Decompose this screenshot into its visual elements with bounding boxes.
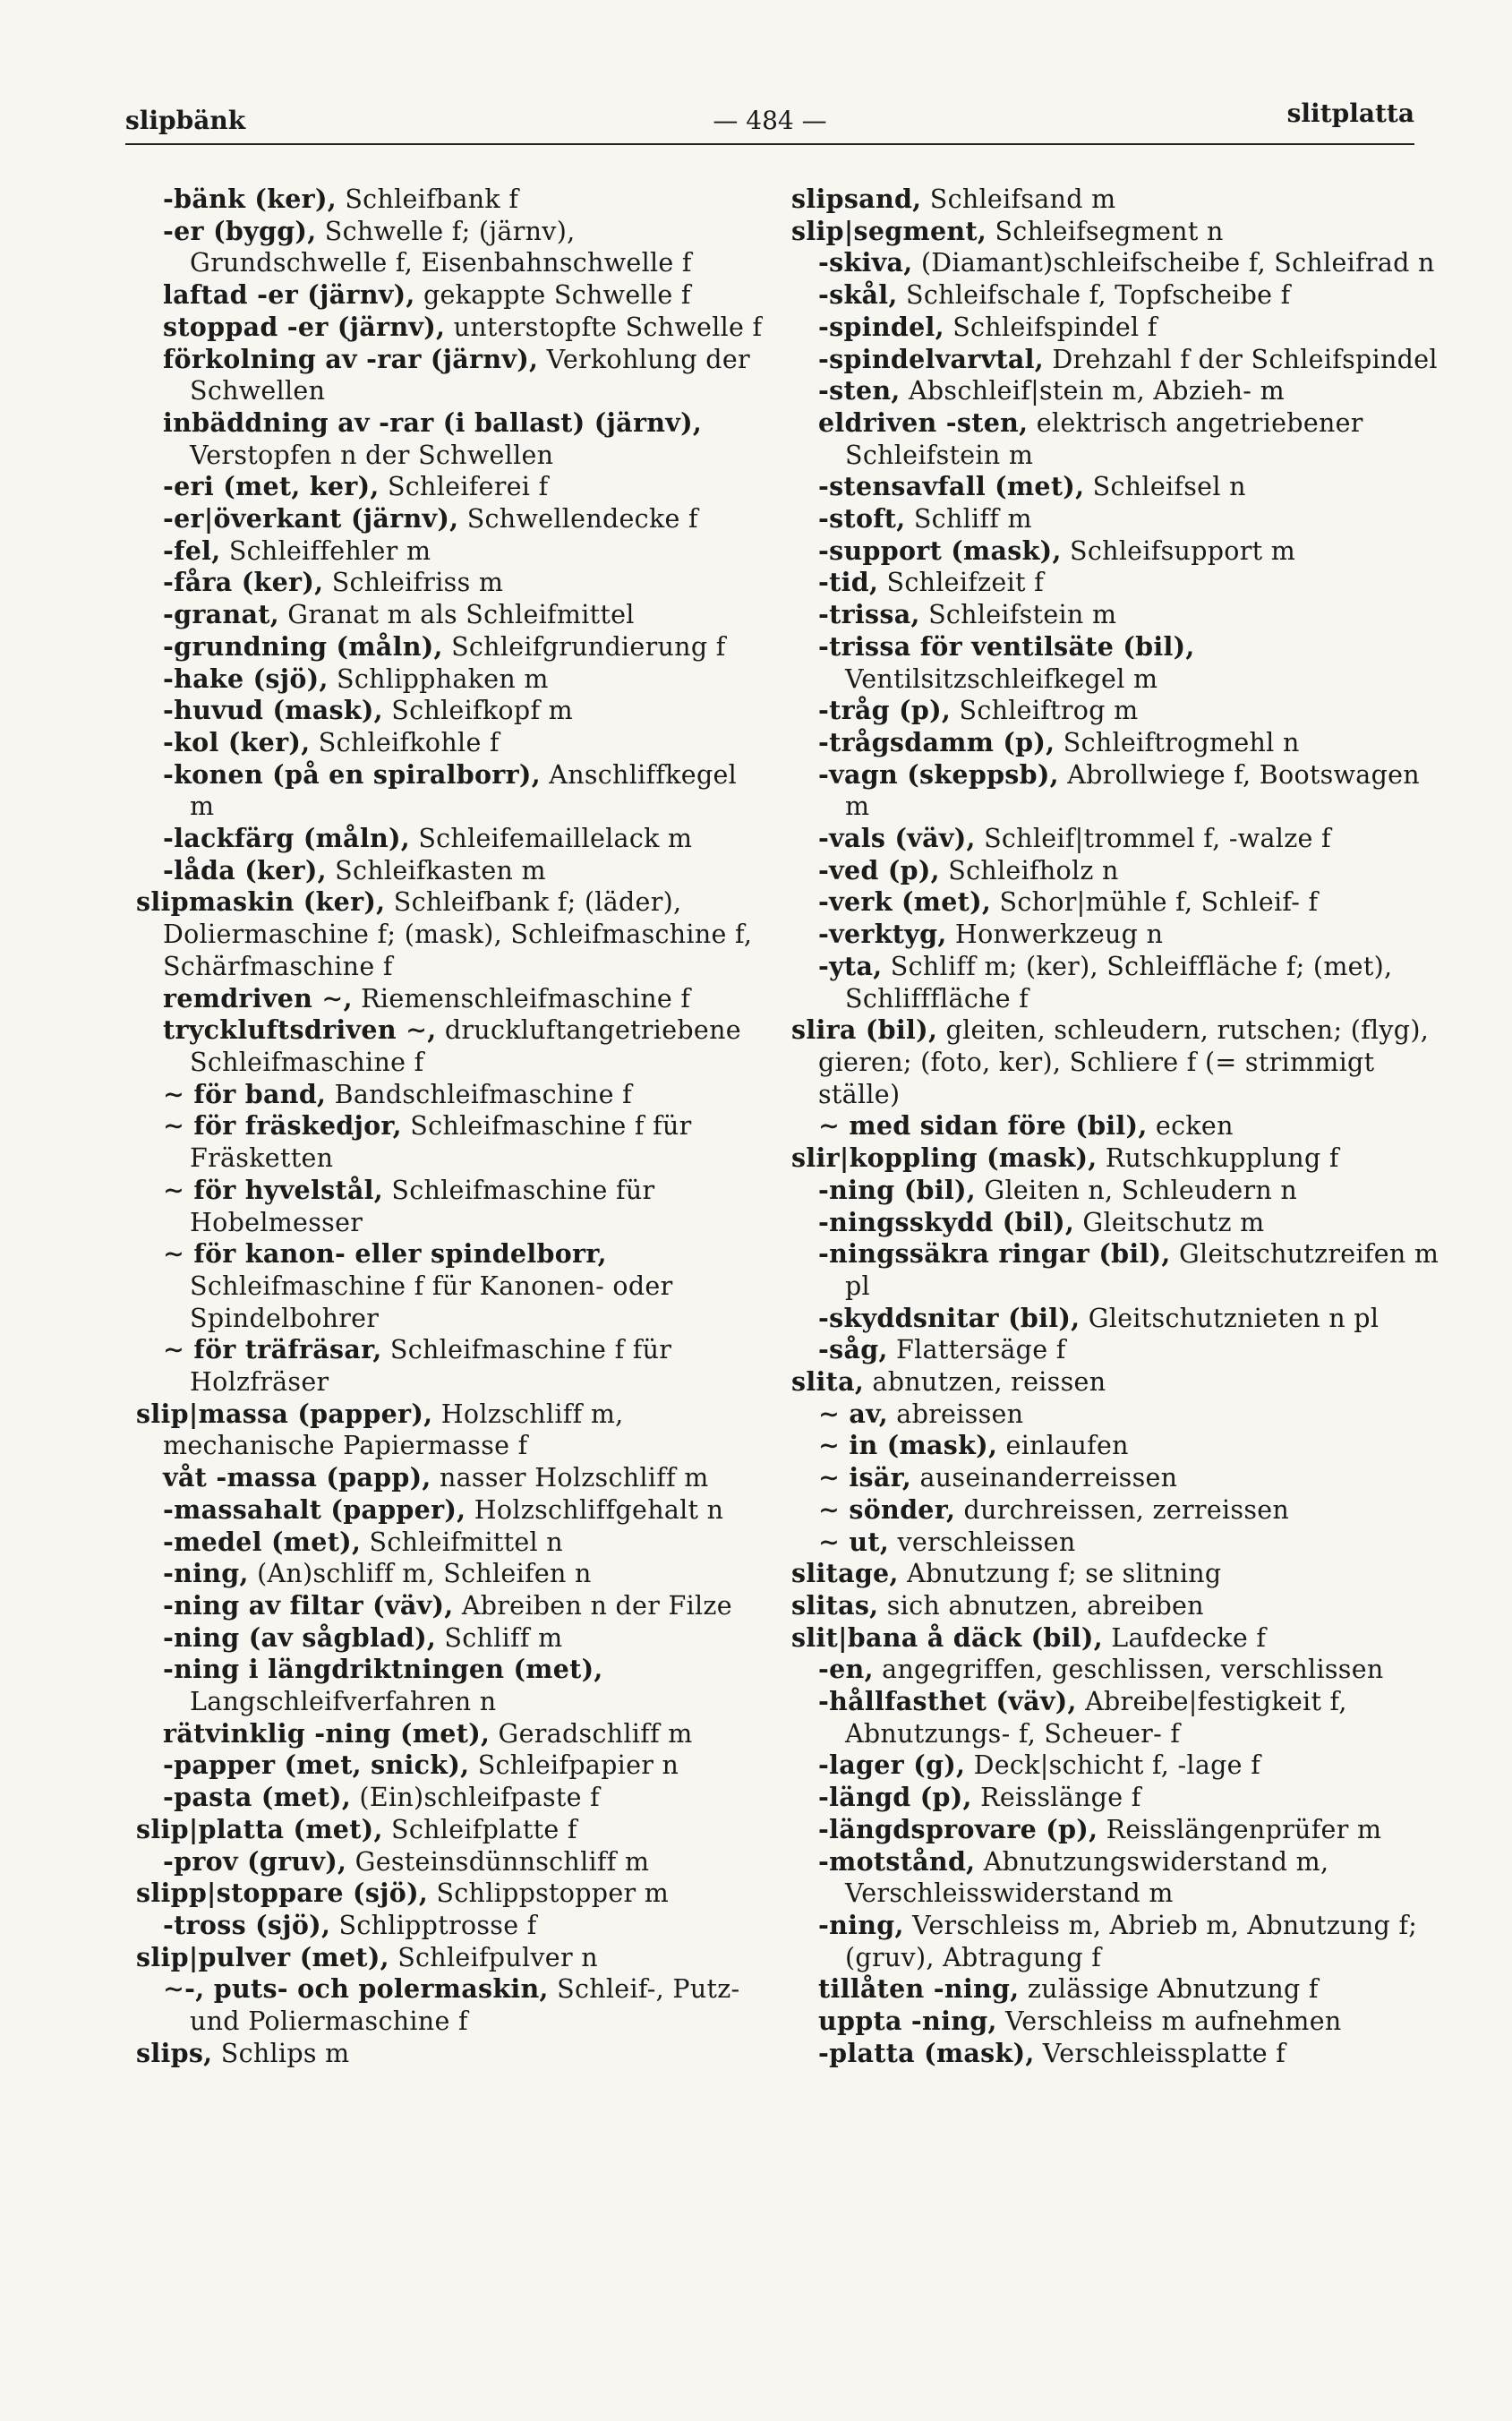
entry-translation: Schliff m; (ker), Schleiffläche f; (met), Schlifffläche f bbox=[845, 951, 1393, 1014]
dictionary-entry bbox=[818, 951, 1440, 1014]
entry-translation: Anschliffkegel m bbox=[190, 759, 738, 822]
entry-headword: -ning i längdriktningen (met), bbox=[163, 1654, 603, 1685]
dictionary-entry bbox=[163, 1846, 763, 1878]
entry-translation: Schleiferei f bbox=[379, 472, 549, 502]
entry-translation: Verstopfen n der Schwellen bbox=[190, 440, 554, 470]
entry-translation: Abnutzung f; se slitning bbox=[898, 1559, 1222, 1589]
dictionary-entry bbox=[163, 1175, 763, 1238]
dictionary-entry bbox=[818, 855, 1440, 887]
dictionary-entry bbox=[163, 663, 763, 696]
entry-translation: Schleiftrogmehl n bbox=[1055, 727, 1300, 757]
dictionary-entry bbox=[818, 2006, 1440, 2038]
entry-translation: (Diamant)schleifscheibe f, Schleifrad n bbox=[912, 248, 1435, 278]
entry-headword: slira (bil), bbox=[791, 1014, 938, 1046]
dictionary-entry bbox=[818, 1814, 1440, 1846]
entry-translation: Langschleifverfahren n bbox=[190, 1687, 497, 1717]
entry-translation: Schleiftrog m bbox=[951, 696, 1139, 726]
dictionary-entry bbox=[818, 312, 1440, 344]
dictionary-entry bbox=[163, 407, 763, 471]
entry-translation: durchreissen, zerreissen bbox=[955, 1494, 1290, 1525]
entry-headword: ∼ sönder, bbox=[818, 1493, 956, 1525]
dictionary-entry bbox=[163, 1494, 763, 1527]
dictionary-entry bbox=[163, 1527, 763, 1559]
entry-translation: Schleifsegment n bbox=[987, 216, 1224, 246]
dictionary-entry bbox=[791, 1366, 1440, 1399]
dictionary-entry bbox=[818, 919, 1440, 951]
dictionary-entry bbox=[818, 1686, 1440, 1749]
entry-headword: slitage, bbox=[791, 1558, 899, 1589]
entry-headword: ∼ för träfräsar, bbox=[163, 1334, 382, 1365]
entry-headword: -spindel, bbox=[818, 311, 944, 342]
dictionary-entry bbox=[818, 599, 1440, 631]
dictionary-entry bbox=[163, 631, 763, 663]
entry-headword: -bänk (ker), bbox=[163, 184, 337, 214]
entry-headword: slips, bbox=[136, 2037, 213, 2068]
entry-headword: -fel, bbox=[163, 535, 221, 566]
entry-translation: Abreibe|festigkeit f, Abnutzungs- f, Scheuer- f bbox=[845, 1687, 1347, 1749]
entry-headword: slipsand, bbox=[791, 184, 922, 214]
dictionary-entry bbox=[818, 567, 1440, 599]
entry-headword: -er (bygg), bbox=[163, 215, 317, 246]
entry-headword: ∼ isär, bbox=[818, 1462, 912, 1493]
entry-headword: -skyddsnitar (bil), bbox=[818, 1302, 1081, 1333]
dictionary-entry bbox=[163, 855, 763, 887]
entry-translation: Flattersäge f bbox=[887, 1335, 1066, 1365]
entry-translation: verschleissen bbox=[889, 1527, 1076, 1557]
dictionary-entry bbox=[163, 535, 763, 568]
entry-translation: Schleifstein m bbox=[919, 600, 1117, 630]
entry-headword: -ning (av sågblad), bbox=[163, 1621, 437, 1653]
dictionary-entry bbox=[818, 1910, 1440, 1973]
entry-translation: Holzschliffgehalt n bbox=[466, 1494, 724, 1525]
entry-headword: slipmaskin (ker), bbox=[136, 886, 386, 918]
dictionary-entry bbox=[163, 1622, 763, 1655]
entry-translation: Laufdecke f bbox=[1102, 1622, 1267, 1653]
entry-translation: Schleifgrundierung f bbox=[442, 631, 726, 662]
dictionary-entry bbox=[818, 631, 1440, 695]
entry-translation: Schleifmittel n bbox=[361, 1527, 563, 1557]
dictionary-entry bbox=[818, 1175, 1440, 1207]
entry-translation: Gleitschutzreifen m pl bbox=[845, 1239, 1439, 1301]
dictionary-entry bbox=[791, 1590, 1440, 1622]
entry-translation: Schleifkopf m bbox=[382, 696, 573, 726]
entry-translation: Abreiben n der Filze bbox=[453, 1590, 732, 1621]
entry-translation: abnutzen, reissen bbox=[864, 1367, 1106, 1398]
entry-translation: Schleifsand m bbox=[921, 184, 1116, 214]
entry-headword: -support (mask), bbox=[818, 535, 1062, 566]
dictionary-entry bbox=[163, 1558, 763, 1590]
entry-headword: remdriven ∼, bbox=[163, 982, 353, 1014]
entry-translation: Schleifkohle f bbox=[310, 727, 500, 757]
entry-headword: -massahalt (papper), bbox=[163, 1493, 466, 1525]
entry-translation: zulässige Abnutzung f bbox=[1019, 1974, 1319, 2005]
entry-headword: -platta (mask), bbox=[818, 2037, 1035, 2068]
dictionary-entry bbox=[818, 535, 1440, 568]
dictionary-entry bbox=[791, 1558, 1440, 1590]
entry-headword: -längdsprovare (p), bbox=[818, 1813, 1098, 1844]
entry-translation: Schlipptrosse f bbox=[330, 1910, 537, 1940]
entry-headword: -er|överkant (järnv), bbox=[163, 503, 459, 535]
entry-headword: -längd (p), bbox=[818, 1782, 972, 1813]
dictionary-entry bbox=[818, 759, 1440, 823]
dictionary-entry bbox=[163, 727, 763, 759]
entry-translation: (An)schliff m, Schleifen n bbox=[248, 1559, 592, 1589]
header-left-guideword: slipbänk bbox=[125, 106, 246, 135]
entry-translation: Holzschliff m, mechanische Papiermasse f bbox=[163, 1399, 624, 1461]
entry-headword: ∼ av, bbox=[818, 1398, 888, 1429]
dictionary-entry bbox=[818, 1430, 1440, 1462]
dictionary-entry bbox=[163, 471, 763, 503]
entry-headword: stoppad -er (järnv), bbox=[163, 311, 446, 342]
dictionary-entry bbox=[136, 1399, 763, 1462]
entry-translation: Deck|schicht f, -lage f bbox=[965, 1750, 1261, 1781]
entry-headword: -tråg (p), bbox=[818, 695, 952, 726]
dictionary-entry bbox=[791, 184, 1440, 216]
dictionary-entry bbox=[818, 1399, 1440, 1431]
entry-translation: Gleitschutznieten n pl bbox=[1080, 1303, 1380, 1333]
entry-headword: slip|segment, bbox=[791, 215, 987, 246]
entry-headword: -ningssäkra ringar (bil), bbox=[818, 1238, 1171, 1270]
entry-translation: Schlipphaken m bbox=[328, 663, 549, 694]
dictionary-entry bbox=[163, 1590, 763, 1622]
dictionary-entry bbox=[818, 1238, 1440, 1302]
entry-headword: -ningsskydd (bil), bbox=[818, 1206, 1075, 1237]
entry-translation: Gleiten n, Schleudern n bbox=[976, 1175, 1298, 1205]
entry-translation: Granat m als Schleifmittel bbox=[278, 600, 635, 630]
entry-headword: slipp|stoppare (sjö), bbox=[136, 1878, 429, 1909]
dictionary-entry bbox=[818, 471, 1440, 503]
entry-headword: ∼ för hyvelstål, bbox=[163, 1174, 384, 1205]
entry-translation: Schleifmaschine f für Holzfräser bbox=[190, 1335, 672, 1398]
entry-headword: -trissa för ventilsäte (bil), bbox=[818, 630, 1195, 662]
entry-translation: angegriffen, geschlissen, verschlissen bbox=[873, 1655, 1384, 1685]
entry-translation: Schleifschale f, Topfscheibe f bbox=[897, 280, 1291, 311]
dictionary-entry bbox=[818, 1973, 1440, 2006]
entry-translation: Abrollwiege f, Bootswagen m bbox=[845, 759, 1420, 822]
entry-headword: -granat, bbox=[163, 599, 279, 630]
entry-translation: Schleif|trommel f, -walze f bbox=[975, 824, 1331, 854]
entry-headword: -hållfasthet (väv), bbox=[818, 1686, 1077, 1717]
entry-translation: Schleiffehler m bbox=[220, 535, 431, 566]
dictionary-entry bbox=[791, 216, 1440, 248]
dictionary-entry bbox=[818, 1334, 1440, 1366]
entry-headword: -kol (ker), bbox=[163, 726, 311, 757]
entry-headword: -fåra (ker), bbox=[163, 567, 324, 598]
entry-headword: -ning, bbox=[818, 1909, 904, 1940]
entry-translation: Verschleiss m aufnehmen bbox=[996, 2006, 1342, 2037]
entry-translation: Schleifholz n bbox=[939, 855, 1119, 885]
dictionary-entry bbox=[818, 2038, 1440, 2070]
entry-translation: Schleifmaschine f für Fräsketten bbox=[190, 1111, 692, 1174]
dictionary-entry bbox=[818, 503, 1440, 535]
dictionary-entry bbox=[163, 1014, 763, 1078]
entry-translation: Schleifemaillelack m bbox=[409, 824, 693, 854]
dictionary-entry bbox=[163, 1749, 763, 1782]
page-header bbox=[125, 97, 1414, 145]
entry-headword: våt -massa (papp), bbox=[163, 1462, 431, 1493]
dictionary-entry bbox=[818, 407, 1440, 471]
entry-translation: ecken bbox=[1147, 1111, 1234, 1142]
entry-translation: Schwellendecke f bbox=[458, 504, 698, 535]
entry-headword: -verk (met), bbox=[818, 886, 992, 918]
entry-translation: auseinanderreissen bbox=[911, 1463, 1178, 1493]
right-column bbox=[791, 184, 1440, 2386]
entry-translation: Ventilsitzschleifkegel m bbox=[845, 663, 1158, 694]
entry-headword: -papper (met, snick), bbox=[163, 1749, 470, 1781]
dictionary-entry bbox=[163, 1079, 763, 1111]
entry-translation: Schleifbank f bbox=[337, 184, 519, 214]
dictionary-entry bbox=[136, 1942, 763, 1974]
entry-translation: gleiten, schleudern, rutschen; (flyg), gieren; (foto, ker), Schliere f (= strimmigt ställe) bbox=[818, 1015, 1430, 1109]
entry-translation: Drehzahl f der Schleifspindel bbox=[1044, 344, 1438, 374]
entry-translation: Schlippstopper m bbox=[428, 1878, 670, 1909]
entry-headword: -skål, bbox=[818, 279, 898, 311]
entry-translation: Schleifspindel f bbox=[944, 312, 1157, 342]
entry-headword: -grundning (måln), bbox=[163, 630, 443, 662]
dictionary-entry bbox=[136, 2038, 763, 2070]
entry-translation: Schleifmaschine f für Kanonen- oder Spindelbohrer bbox=[190, 1270, 673, 1333]
left-column bbox=[136, 184, 763, 2386]
entry-translation: Schlips m bbox=[212, 2038, 350, 2068]
dictionary-entry bbox=[163, 216, 763, 279]
entry-headword: -tid, bbox=[818, 567, 879, 598]
page-number: — 484 — bbox=[713, 106, 827, 135]
entry-translation: abreissen bbox=[887, 1399, 1024, 1429]
entry-translation: Abnutzungswiderstand m, Verschleisswiderstand m bbox=[845, 1846, 1329, 1909]
entry-headword: -huvud (mask), bbox=[163, 695, 383, 726]
entry-translation: Schleifriss m bbox=[323, 568, 504, 598]
dictionary-entry bbox=[791, 1014, 1440, 1110]
entry-translation: Riemenschleifmaschine f bbox=[352, 983, 691, 1014]
dictionary-entry bbox=[818, 1110, 1440, 1142]
entry-headword: ∼ in (mask), bbox=[818, 1430, 998, 1461]
entry-headword: -lager (g), bbox=[818, 1749, 966, 1781]
entry-headword: -en, bbox=[818, 1654, 874, 1685]
entry-headword: tryckluftsdriven ∼, bbox=[163, 1014, 437, 1046]
entry-headword: -eri (met, ker), bbox=[163, 471, 380, 502]
entry-headword: -konen (på en spiralborr), bbox=[163, 758, 541, 790]
dictionary-entry bbox=[818, 1749, 1440, 1782]
dictionary-entry bbox=[818, 1846, 1440, 1910]
dictionary-entry bbox=[818, 1207, 1440, 1239]
entry-headword: ∼ för band, bbox=[163, 1078, 327, 1109]
entry-translation: nasser Holzschliff m bbox=[431, 1463, 709, 1493]
entry-headword: inbäddning av -rar (i ballast) (järnv), bbox=[163, 406, 703, 438]
entry-headword: -medel (met), bbox=[163, 1526, 362, 1557]
entry-translation: Schleifkasten m bbox=[326, 855, 546, 885]
entry-headword: slita, bbox=[791, 1366, 865, 1398]
entry-headword: -sten, bbox=[818, 375, 901, 406]
entry-translation: Schleifpapier n bbox=[469, 1750, 679, 1781]
dictionary-entry bbox=[818, 823, 1440, 855]
dictionary-entry bbox=[163, 567, 763, 599]
entry-translation: Abschleif|stein m, Abzieh- m bbox=[900, 376, 1285, 406]
dictionary-entry bbox=[163, 1462, 763, 1494]
entry-headword: slitas, bbox=[791, 1589, 879, 1621]
entry-translation: Schleifplatte f bbox=[382, 1814, 577, 1844]
dictionary-entry bbox=[136, 886, 763, 982]
entry-headword: slip|pulver (met), bbox=[136, 1941, 389, 1972]
entry-translation: Schor|mühle f, Schleif- f bbox=[991, 887, 1319, 918]
entry-headword: slir|koppling (mask), bbox=[791, 1142, 1098, 1174]
entry-translation: einlaufen bbox=[997, 1431, 1129, 1461]
entry-headword: -yta, bbox=[818, 950, 883, 981]
entry-headword: -trissa, bbox=[818, 599, 920, 630]
dictionary-entry bbox=[818, 1494, 1440, 1527]
entry-translation: elektrisch angetriebener Schleifstein m bbox=[845, 407, 1363, 470]
dictionary-entry bbox=[818, 695, 1440, 727]
entry-headword: slip|platta (met), bbox=[136, 1813, 383, 1844]
entry-translation: Schleifmaschine für Hobelmesser bbox=[190, 1175, 655, 1237]
dictionary-entry bbox=[818, 727, 1440, 759]
entry-headword: -ved (p), bbox=[818, 854, 940, 885]
entry-headword: -tross (sjö), bbox=[163, 1909, 331, 1940]
entry-translation: Verschleiss m, Abrieb m, Abnutzung f; (gruv), Abtragung f bbox=[845, 1910, 1418, 1972]
dictionary-entry bbox=[163, 1238, 763, 1334]
dictionary-entry bbox=[163, 1654, 763, 1717]
entry-headword: -vagn (skeppsb), bbox=[818, 758, 1059, 790]
dictionary-entry bbox=[163, 1973, 763, 2037]
entry-headword: -trågsdamm (p), bbox=[818, 726, 1055, 757]
entry-headword: -prov (gruv), bbox=[163, 1845, 347, 1877]
entry-translation: Schliff m bbox=[436, 1622, 563, 1653]
dictionary-entry bbox=[163, 312, 763, 344]
entry-translation: druckluftangetriebene Schleifmaschine f bbox=[190, 1015, 741, 1077]
dictionary-entry bbox=[818, 1303, 1440, 1335]
entry-translation: Reisslängenprüfer m bbox=[1098, 1814, 1382, 1844]
dictionary-entry bbox=[818, 1527, 1440, 1559]
entry-translation: Schliff m bbox=[905, 504, 1032, 535]
entry-headword: -såg, bbox=[818, 1334, 888, 1365]
entry-translation: Rutschkupplung f bbox=[1097, 1143, 1339, 1174]
dictionary-entry bbox=[136, 1814, 763, 1846]
entry-headword: ∼-, puts- och polermaskin, bbox=[163, 1973, 549, 2005]
entry-translation: Schwelle f; (järnv), Grundschwelle f, Eisenbahnschwelle f bbox=[190, 216, 692, 278]
entry-translation: Bandschleifmaschine f bbox=[326, 1079, 632, 1109]
entry-headword: -motstånd, bbox=[818, 1845, 976, 1877]
entry-translation: Gesteinsdünnschliff m bbox=[346, 1846, 650, 1877]
entry-translation: unterstopfte Schwelle f bbox=[445, 312, 763, 342]
dictionary-entry bbox=[818, 886, 1440, 919]
dictionary-entry bbox=[818, 279, 1440, 312]
entry-headword: -spindelvarvtal, bbox=[818, 343, 1045, 374]
entry-headword: ∼ för kanon- eller spindelborr, bbox=[163, 1238, 607, 1270]
dictionary-entry bbox=[163, 184, 763, 216]
entry-translation: Schleifpulver n bbox=[389, 1942, 598, 1972]
dictionary-entry bbox=[818, 1654, 1440, 1686]
entry-headword: -skiva, bbox=[818, 247, 913, 278]
entry-translation: Verkohlung der Schwellen bbox=[190, 344, 750, 406]
dictionary-entry bbox=[163, 1782, 763, 1814]
dictionary-entry bbox=[818, 1782, 1440, 1814]
dictionary-entry bbox=[163, 759, 763, 823]
dictionary-entry bbox=[163, 695, 763, 727]
entry-headword: uppta -ning, bbox=[818, 2006, 997, 2037]
entry-headword: slip|massa (papper), bbox=[136, 1398, 433, 1429]
entry-translation: Verschleissplatte f bbox=[1034, 2038, 1286, 2068]
dictionary-entry bbox=[818, 375, 1440, 407]
dictionary-entry bbox=[791, 1622, 1440, 1655]
entry-translation: gekappte Schwelle f bbox=[414, 280, 691, 311]
dictionary-entry bbox=[163, 279, 763, 312]
entry-headword: -låda (ker), bbox=[163, 854, 327, 885]
entry-headword: ∼ ut, bbox=[818, 1526, 890, 1557]
entry-translation: Gleitschutz m bbox=[1074, 1207, 1265, 1237]
entry-translation: Honwerkzeug n bbox=[946, 920, 1164, 950]
dictionary-entry bbox=[163, 823, 763, 855]
entry-translation: Schleifbank f; (läder), Doliermaschine f; (mask), Schleifmaschine f, Schärfmaschine f bbox=[163, 887, 753, 981]
entry-headword: -vals (väv), bbox=[818, 823, 976, 854]
entry-headword: -pasta (met), bbox=[163, 1782, 352, 1813]
dictionary-entry bbox=[163, 1910, 763, 1942]
entry-translation: Schleifsel n bbox=[1084, 472, 1246, 502]
dictionary-entry bbox=[163, 983, 763, 1015]
entry-headword: -stoft, bbox=[818, 503, 906, 535]
entry-headword: -verktyg, bbox=[818, 919, 947, 950]
dictionary-entry bbox=[818, 1462, 1440, 1494]
dictionary-entry bbox=[818, 247, 1440, 279]
dictionary-entry bbox=[163, 1718, 763, 1750]
dictionary-entry bbox=[163, 1334, 763, 1398]
dictionary-entry bbox=[818, 344, 1440, 376]
entry-headword: -hake (sjö), bbox=[163, 663, 329, 694]
header-right-guideword: slitplatta bbox=[1286, 98, 1414, 128]
entry-translation: Schleif-, Putz- und Poliermaschine f bbox=[190, 1974, 740, 2037]
entry-headword: laftad -er (järnv), bbox=[163, 279, 415, 311]
entry-translation: (Ein)schleifpaste f bbox=[351, 1783, 601, 1813]
entry-headword: rätvinklig -ning (met), bbox=[163, 1717, 491, 1749]
entry-translation: Reisslänge f bbox=[971, 1783, 1141, 1813]
entry-headword: -stensavfall (met), bbox=[818, 471, 1085, 502]
entry-headword: ∼ med sidan före (bil), bbox=[818, 1110, 1148, 1142]
entry-headword: ∼ för fräskedjor, bbox=[163, 1110, 402, 1142]
dictionary-entry bbox=[163, 599, 763, 631]
entry-translation: sich abnutzen, abreiben bbox=[878, 1590, 1204, 1621]
entry-headword: eldriven -sten, bbox=[818, 406, 1029, 438]
dictionary-entry bbox=[136, 1878, 763, 1910]
entry-headword: -lackfärg (måln), bbox=[163, 823, 410, 854]
entry-headword: förkolning av -rar (järnv), bbox=[163, 343, 539, 374]
dictionary-entry bbox=[163, 1110, 763, 1174]
dictionary-entry bbox=[163, 503, 763, 535]
dictionary-entry bbox=[791, 1142, 1440, 1175]
entry-headword: slit|bana å däck (bil), bbox=[791, 1621, 1103, 1653]
entry-translation: Schleifzeit f bbox=[878, 568, 1044, 598]
entry-headword: -ning, bbox=[163, 1558, 249, 1589]
entry-headword: -ning av filtar (väv), bbox=[163, 1589, 454, 1621]
dictionary-entry bbox=[163, 344, 763, 407]
entry-headword: tillåten -ning, bbox=[818, 1973, 1020, 2005]
entry-translation: Geradschliff m bbox=[490, 1718, 693, 1749]
entry-translation: Schleifsupport m bbox=[1061, 535, 1296, 566]
entry-headword: -ning (bil), bbox=[818, 1174, 977, 1205]
